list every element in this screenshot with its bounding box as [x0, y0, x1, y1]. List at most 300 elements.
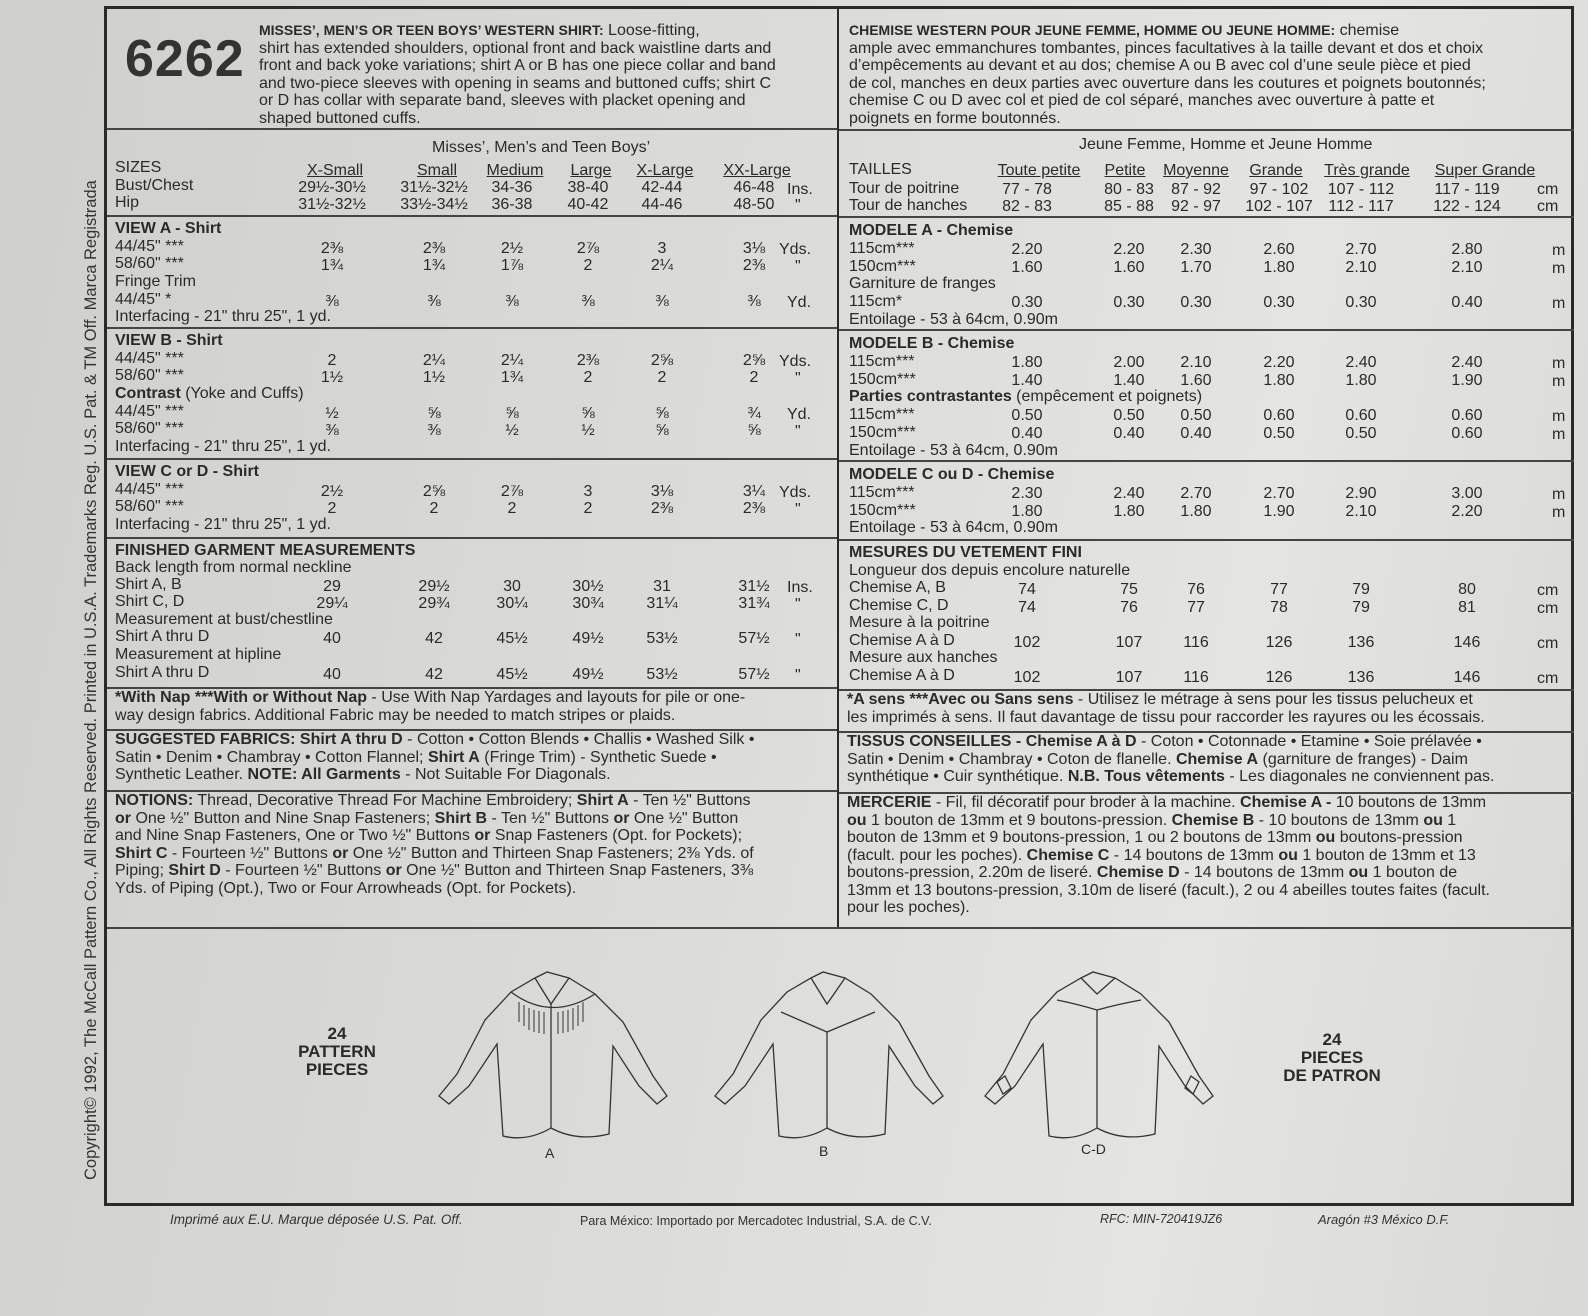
hip-value: 33½-34½ — [400, 196, 468, 213]
measure-value: 116 — [1183, 634, 1209, 651]
fabric-width: 115cm*** — [849, 240, 915, 257]
measure-value: 31½ — [738, 578, 770, 595]
notions-bold: Shirt D — [168, 862, 221, 879]
measure-value: 79 — [1352, 581, 1370, 598]
measure-value: 30 — [503, 578, 521, 595]
model-a-heading: MODELE A - Chemise — [849, 222, 1014, 239]
size-header: Small — [416, 162, 457, 179]
yardage-value: 2.20 — [1451, 503, 1483, 520]
fabric-width: 58/60" *** — [115, 498, 184, 515]
fabrics-bold: N.B. Tous vêtements — [1067, 768, 1225, 785]
yardage-value: ⅜ — [325, 422, 339, 439]
mercerie-bold: ou — [1348, 864, 1369, 881]
yardage-value: 1.60 — [1180, 372, 1212, 389]
yardage-value: 1.80 — [1113, 503, 1145, 520]
contrast-label — [115, 385, 304, 402]
yardage-value: ⅝ — [427, 405, 441, 422]
yardage-value: 1¾ — [320, 257, 344, 274]
nap-label: *With Nap ***With or Without Nap — [115, 689, 367, 706]
size-header: Très grande — [1324, 162, 1410, 179]
unit-label: " — [795, 596, 801, 613]
mercerie-bold: ou — [847, 811, 867, 829]
view-b-heading: VIEW B - Shirt — [115, 332, 223, 349]
mercerie-text: 10 boutons de 13mm — [1331, 794, 1487, 811]
measure-value: 49½ — [572, 666, 604, 683]
fr-desc-line: de col, manches en deux parties avec ouverture dans les coutures et poignets boutonnés; — [849, 74, 1486, 92]
unit-label: " — [795, 423, 801, 440]
fabrics-text: - Coton • Cotonnade • Etamine • Soie prélavée • — [1136, 733, 1482, 750]
notions-text: - Ten ½" Buttons — [628, 792, 751, 809]
yardage-value: 2½ — [320, 483, 344, 500]
yardage-value: 0.50 — [1113, 407, 1145, 424]
en-description — [259, 22, 831, 127]
measure-value: 30¼ — [496, 595, 528, 612]
notions-bold: or — [332, 844, 349, 862]
pattern-pieces-fr — [1262, 1031, 1402, 1085]
model-cd-heading: MODELE C ou D - Chemise — [849, 466, 1055, 483]
fr-suggested-fabrics — [847, 733, 1572, 786]
fringe-label: Garniture de franges — [849, 275, 996, 292]
unit-label: m — [1552, 486, 1566, 503]
mercerie-text: - 14 boutons de 13mm — [1109, 846, 1279, 864]
mercerie-bold: ou — [1315, 829, 1336, 846]
hip-value: 82 - 83 — [1002, 198, 1052, 215]
yardage-value: 0.50 — [1011, 407, 1043, 424]
view-label-b: B — [819, 1143, 829, 1159]
mercerie-text: pour les poches). — [847, 899, 970, 916]
yardage-value: 2 — [327, 500, 337, 517]
yardage-value: 1¾ — [422, 257, 446, 274]
yardage-value: 1.90 — [1263, 503, 1295, 520]
fabrics-text: Satin • Denim • Chambray • Coton de flanelle. — [847, 750, 1176, 768]
yardage-value: 0.30 — [1263, 294, 1295, 311]
measure-value: 31¾ — [738, 595, 770, 612]
fabric-width: 44/45" *** — [115, 481, 184, 498]
fabrics-text: (garniture de franges) - Daim — [1258, 750, 1468, 768]
yardage-value: ½ — [505, 422, 519, 439]
shirt-a-illustration — [427, 964, 677, 1154]
view-label-cd: C-D — [1081, 1141, 1106, 1157]
fabrics-bold: Shirt A — [427, 748, 480, 766]
mercerie-bold: ou — [1423, 811, 1443, 829]
mercerie-bold: ou — [1278, 846, 1298, 864]
bust-value: 87 - 92 — [1171, 181, 1221, 198]
yardage-value: 1.80 — [1263, 372, 1295, 389]
notions-text: and Nine Snap Fasteners, One or Two ½" Buttons — [115, 827, 475, 844]
unit-label: cm — [1537, 670, 1559, 687]
hip-value: 31½-32½ — [298, 196, 366, 213]
shirt-b-illustration — [703, 964, 953, 1154]
hip-value: 36-38 — [491, 196, 533, 213]
measure-value: 53½ — [646, 630, 678, 647]
measure-value: 31 — [653, 578, 671, 595]
yardage-value: 2.40 — [1345, 354, 1377, 371]
interfacing-text: Entoilage - 53 à 64cm, 0.90m — [849, 311, 1059, 328]
yardage-value: 1.60 — [1011, 259, 1043, 276]
fabric-width: 44/45" * — [115, 291, 172, 308]
fabric-width: 115cm* — [849, 293, 903, 310]
mercerie-text: 13mm et 13 boutons-pression, 3.10m de liseré (facult.), 2 ou 4 abeilles toutes faites (facult. — [847, 881, 1490, 899]
fr-desc-line: poignets en forme boutonnés. — [849, 109, 1061, 127]
divider — [107, 458, 837, 460]
unit-label: " — [795, 667, 801, 684]
fr-desc-line: chemise C ou D avec col et pied de col séparé, manches avec ouverture à patte et — [849, 92, 1435, 109]
measure-value: 29¼ — [316, 595, 348, 612]
unit-label: m — [1552, 242, 1566, 259]
unit-label: " — [795, 631, 801, 648]
yardage-value: 2.40 — [1113, 485, 1145, 502]
measure-value: 76 — [1187, 581, 1205, 598]
footer-left: Imprimé aux E.U. Marque déposée U.S. Pat. Off. — [170, 1212, 463, 1227]
fabrics-bold: Chemise A — [1175, 750, 1259, 768]
notions-text: Thread, Decorative Thread For Machine Embroidery; — [193, 792, 577, 809]
notions-text: Snap Fasteners (Opt. for Pockets); — [490, 827, 743, 844]
yardage-value: 3 — [657, 240, 667, 257]
hip-label: Hip — [115, 194, 140, 211]
notions-text: - Ten ½" Buttons — [487, 809, 614, 827]
yardage-value: 1½ — [320, 369, 344, 386]
divider — [107, 927, 1574, 929]
unit-label: Yd. — [787, 406, 812, 423]
yardage-value: 2 — [749, 369, 759, 386]
notions-bold: Shirt A — [576, 792, 629, 809]
en-desc-line: front and back yoke variations; shirt A or B has one piece collar and band — [259, 57, 776, 74]
row-label: Chemise A, B — [849, 579, 946, 596]
fabric-width: 44/45" *** — [115, 238, 184, 255]
measure-value: 45½ — [496, 630, 528, 647]
shirt-cd-illustration — [973, 964, 1223, 1154]
bust-value: 46-48 — [733, 179, 775, 196]
contrast-label — [849, 388, 1202, 405]
en-desc-line: and two-piece sleeves with opening in seams and buttoned cuffs; shirt C — [259, 74, 771, 92]
measure-value: 29 — [323, 578, 341, 595]
pieces-label: PIECES — [1300, 1048, 1364, 1067]
yardage-value: 2.30 — [1011, 485, 1043, 502]
measure-value: 102 — [1013, 669, 1041, 686]
yardage-value: 2.10 — [1451, 259, 1483, 276]
measure-value: 78 — [1270, 599, 1288, 616]
copyright-side-text: Copyright© 1992, The McCall Pattern Co., All Rights Reserved. Printed in U.S.A. Trademarks Reg. U.S. Pat. & TM Off. Marca Registrada — [82, 180, 100, 1180]
en-suggested-fabrics — [115, 731, 835, 784]
measure-value: 136 — [1347, 669, 1375, 686]
contrast-bold: Parties contrastantes — [849, 388, 1012, 405]
yardage-value: ⅝ — [581, 405, 595, 422]
measure-value: 136 — [1347, 634, 1375, 651]
notions-text: One ½" Button and Thirteen Snap Fasteners; 2⅜ Yds. of — [348, 844, 754, 862]
measure-value: 146 — [1453, 634, 1481, 651]
yardage-value: 0.30 — [1113, 294, 1145, 311]
size-header: Toute petite — [997, 162, 1081, 179]
yardage-value: ⅜ — [655, 293, 669, 310]
yardage-value: 2⅜ — [650, 500, 674, 517]
measure-value: 76 — [1120, 599, 1138, 616]
measure-label: Back length from normal neckline — [115, 559, 352, 576]
bust-value: 80 - 83 — [1104, 181, 1154, 198]
notions-bold: or — [115, 809, 131, 827]
size-header: Medium — [486, 162, 544, 179]
yardage-value: 0.60 — [1451, 407, 1483, 424]
bust-value: 29½-30½ — [298, 179, 366, 196]
nap-text: les imprimés à sens. Il faut davantage de tissu pour raccorder les rayures ou les écossais. — [847, 708, 1485, 726]
fabrics-bold: NOTE: All Garments — [247, 766, 401, 783]
yardage-value: 2 — [429, 500, 439, 517]
yardage-value: 2.10 — [1180, 354, 1212, 371]
yardage-value: 1.80 — [1180, 503, 1212, 520]
en-desc-line: or D has collar with separate band, sleeves with placket opening and — [259, 92, 746, 109]
measure-label: Measurement at bust/chestline — [115, 611, 333, 628]
unit-label: cm — [1537, 582, 1559, 599]
size-header: XX-Large — [723, 162, 791, 179]
measure-value: 74 — [1018, 581, 1036, 598]
fabrics-text: (Fringe Trim) - Synthetic Suede • — [479, 748, 717, 766]
fabrics-text: Synthetic Leather. — [115, 766, 248, 783]
row-label: Shirt A, B — [115, 576, 182, 593]
fabric-width: 150cm*** — [849, 502, 916, 519]
measure-value: 30½ — [572, 578, 604, 595]
yardage-value: 0.30 — [1180, 294, 1212, 311]
measure-label: Mesure à la poitrine — [849, 614, 990, 631]
fabric-width: 150cm*** — [849, 424, 916, 441]
yardage-value: 2.80 — [1451, 241, 1483, 258]
hip-value: 44-46 — [641, 196, 683, 213]
yardage-value: 2⅝ — [422, 483, 446, 500]
size-header: X-Small — [306, 162, 363, 179]
interfacing-text: Interfacing - 21" thru 25", 1 yd. — [115, 308, 331, 325]
yardage-value: 1.40 — [1113, 372, 1145, 389]
hip-value: 48-50 — [733, 196, 775, 213]
yardage-value: 1.80 — [1345, 372, 1377, 389]
divider — [107, 327, 837, 329]
divider — [107, 215, 837, 217]
unit-label: Ins. — [787, 579, 813, 596]
bust-label: Tour de poitrine — [849, 180, 960, 197]
measure-value: 80 — [1458, 581, 1476, 598]
mercerie-text: 1 bouton de 13mm et 9 boutons-pression. — [866, 811, 1172, 829]
en-group-heading: Misses’, Men’s and Teen Boys’ — [432, 139, 651, 156]
measure-value: 126 — [1265, 634, 1293, 651]
fabric-width: 115cm*** — [849, 406, 915, 423]
unit-label: Yds. — [779, 484, 812, 501]
unit-label: " — [795, 197, 801, 214]
fabrics-text: synthétique • Cuir synthétique. — [847, 768, 1068, 785]
column-divider — [837, 9, 839, 927]
sizes-label: TAILLES — [849, 161, 912, 178]
pattern-pieces-en — [277, 1025, 397, 1079]
row-label: Chemise C, D — [849, 597, 949, 614]
bust-value: 34-36 — [491, 179, 533, 196]
mercerie-text: - Fil, fil décoratif pour broder à la machine. — [931, 794, 1241, 811]
fabrics-text: - Cotton • Cotton Blends • Challis • Washed Silk • — [402, 731, 755, 748]
yardage-value: 3¼ — [742, 483, 766, 500]
bust-value: 117 - 119 — [1434, 181, 1500, 198]
bust-label: Bust/Chest — [115, 177, 194, 194]
measure-value: 77 — [1270, 581, 1288, 598]
yardage-value: ⅝ — [505, 405, 519, 422]
measure-value: 57½ — [738, 666, 770, 683]
fabrics-text: - Les diagonales ne conviennent pas. — [1224, 768, 1495, 785]
unit-label: m — [1552, 295, 1566, 312]
yardage-value: 2.60 — [1263, 241, 1295, 258]
bust-value: 107 - 112 — [1327, 181, 1395, 198]
row-label: Shirt A thru D — [115, 628, 210, 645]
unit-label: Ins. — [787, 181, 813, 198]
yardage-value: ⅜ — [747, 293, 761, 310]
yardage-value: 2⅜ — [742, 500, 766, 517]
unit-label: cm — [1537, 635, 1559, 652]
yardage-value: 2 — [583, 257, 593, 274]
yardage-value: 2⅝ — [650, 352, 674, 369]
en-nap-note — [115, 689, 835, 724]
mercerie-text: bouton de 13mm et 9 boutons-pression, 1 ou 2 boutons de 13mm — [847, 829, 1316, 846]
en-desc-line: shaped buttoned cuffs. — [259, 109, 421, 127]
yardage-value: 2.40 — [1451, 354, 1483, 371]
pieces-count: 24 — [327, 1024, 347, 1043]
unit-label: cm — [1537, 198, 1559, 215]
fabrics-text: - Not Suitable For Diagonals. — [400, 766, 611, 783]
unit-label: " — [795, 370, 801, 387]
yardage-value: 2⅜ — [422, 240, 446, 257]
yardage-value: ⅝ — [747, 422, 761, 439]
fr-desc-line: ample avec emmanchures tombantes, pinces facultatives à la taille devant et dos et choix — [849, 39, 1484, 57]
yardage-value: 0.60 — [1451, 425, 1483, 442]
measure-label: Measurement at hipline — [115, 646, 282, 663]
notions-bold: Shirt C — [115, 844, 168, 862]
fr-description — [849, 22, 1569, 127]
yardage-value: 0.50 — [1345, 425, 1377, 442]
size-header: Moyenne — [1163, 162, 1229, 179]
fr-desc-line: d’empêcements au devant et au dos; chemise A ou B avec col d’une seule pièce et pied — [849, 57, 1471, 74]
yardage-value: 0.60 — [1345, 407, 1377, 424]
yardage-value: 1.90 — [1451, 372, 1483, 389]
en-notions — [115, 792, 835, 897]
sizes-label: SIZES — [115, 159, 162, 176]
yardage-value: ⅜ — [427, 422, 441, 439]
bust-value: 38-40 — [567, 179, 609, 196]
yardage-value: 2.10 — [1345, 259, 1377, 276]
divider — [839, 216, 1574, 218]
measure-label: Longueur dos depuis encolure naturelle — [849, 562, 1131, 579]
fabric-width: 115cm*** — [849, 484, 915, 501]
yardage-value: ½ — [581, 422, 595, 439]
yardage-value: 2 — [327, 352, 337, 369]
unit-label: m — [1552, 373, 1566, 390]
notions-label: NOTIONS: — [115, 792, 194, 809]
notions-text: Piping; — [115, 862, 169, 879]
notions-text: - Fourteen ½" Buttons — [167, 844, 333, 862]
measure-value: 57½ — [738, 630, 770, 647]
yardage-value: 0.60 — [1263, 407, 1295, 424]
hip-value: 92 - 97 — [1171, 198, 1221, 215]
measure-value: 107 — [1115, 669, 1143, 686]
unit-label: " — [795, 501, 801, 518]
measure-value: 29½ — [418, 578, 450, 595]
mercerie-bold: Chemise B — [1171, 811, 1255, 829]
mercerie-bold: Chemise C — [1026, 846, 1110, 864]
fabrics-label: TISSUS CONSEILLES - Chemise A à D — [847, 733, 1137, 750]
bust-value: 31½-32½ — [400, 179, 468, 196]
yardage-value: 2 — [657, 369, 667, 386]
yardage-value: 1.40 — [1011, 372, 1043, 389]
measure-value: 77 — [1187, 599, 1205, 616]
yardage-value: 2¼ — [500, 352, 524, 369]
pieces-count: 24 — [1322, 1030, 1342, 1049]
bust-value: 42-44 — [641, 179, 683, 196]
mercerie-text: (facult. pour les poches). — [847, 846, 1027, 864]
yardage-value: 2½ — [500, 240, 524, 257]
measure-value: 40 — [323, 666, 341, 683]
yardage-value: 1¾ — [500, 369, 524, 386]
mercerie-text: 1 bouton de — [1368, 864, 1458, 881]
unit-label: m — [1552, 260, 1566, 277]
fabrics-text: Satin • Denim • Chambray • Cotton Flannel; — [115, 748, 428, 766]
en-title: MISSES’, MEN’S OR TEEN BOYS’ WESTERN SHIRT: — [259, 22, 604, 38]
yardage-value: 2.30 — [1180, 241, 1212, 258]
bust-value: 97 - 102 — [1249, 181, 1309, 198]
mercerie-text: 1 — [1442, 811, 1457, 829]
yardage-value: 0.40 — [1451, 294, 1483, 311]
yardage-value: 0.30 — [1011, 294, 1043, 311]
measure-value: 79 — [1352, 599, 1370, 616]
measure-value: 146 — [1453, 669, 1481, 686]
yardage-value: 0.40 — [1113, 425, 1145, 442]
mercerie-text: 1 bouton de 13mm et 13 — [1297, 846, 1476, 864]
notions-bold: or — [613, 809, 630, 827]
yardage-value: 3⅛ — [742, 240, 766, 257]
yardage-value: 1.80 — [1011, 354, 1043, 371]
fabric-width: 44/45" *** — [115, 350, 184, 367]
yardage-value: ½ — [325, 405, 339, 422]
interfacing-text: Entoilage - 53 à 64cm, 0.90m — [849, 519, 1059, 536]
yardage-value: 2⅞ — [576, 240, 600, 257]
nap-text: - Utilisez le métrage à sens pour les tissus pelucheux et — [1073, 691, 1473, 708]
yardage-value: 2.20 — [1113, 241, 1145, 258]
yardage-value: 2 — [583, 369, 593, 386]
view-label-a: A — [545, 1145, 555, 1161]
yardage-value: 2 — [507, 500, 517, 517]
measure-value: 126 — [1265, 669, 1293, 686]
measure-value: 102 — [1013, 634, 1041, 651]
yardage-value: ⅝ — [655, 422, 669, 439]
yardage-value: 1⅞ — [500, 257, 524, 274]
measure-value: 40 — [323, 630, 341, 647]
footer-right: Aragón #3 México D.F. — [1318, 1212, 1450, 1227]
pattern-number: 6262 — [125, 30, 245, 88]
view-cd-heading: VIEW C or D - Shirt — [115, 463, 259, 480]
yardage-value: 0.40 — [1180, 425, 1212, 442]
measure-value: 31¼ — [646, 595, 678, 612]
yardage-value: ⅜ — [427, 293, 441, 310]
unit-label: Yds. — [779, 353, 812, 370]
unit-label: m — [1552, 408, 1566, 425]
fabric-width: 150cm*** — [849, 258, 916, 275]
yardage-value: 2.00 — [1113, 354, 1145, 371]
nap-text: way design fabrics. Additional Fabric may be needed to match stripes or plaids. — [115, 706, 676, 724]
yardage-value: ⅜ — [505, 293, 519, 310]
fgm-heading: MESURES DU VETEMENT FINI — [849, 544, 1082, 561]
measure-value: 107 — [1115, 634, 1143, 651]
yardage-value: 1.70 — [1180, 259, 1212, 276]
divider — [107, 128, 837, 130]
hip-value: 112 - 117 — [1328, 198, 1394, 215]
row-label: Shirt A thru D — [115, 664, 210, 681]
hip-value: 122 - 124 — [1433, 198, 1501, 215]
unit-label: " — [795, 258, 801, 275]
pieces-label: PIECES — [305, 1060, 369, 1079]
row-label: Chemise A à D — [849, 667, 955, 684]
footer-rfc: RFC: MIN-720419JZ6 — [1100, 1212, 1223, 1226]
fringe-label: Fringe Trim — [115, 273, 196, 290]
contrast-text: (Yoke and Cuffs) — [180, 385, 304, 402]
